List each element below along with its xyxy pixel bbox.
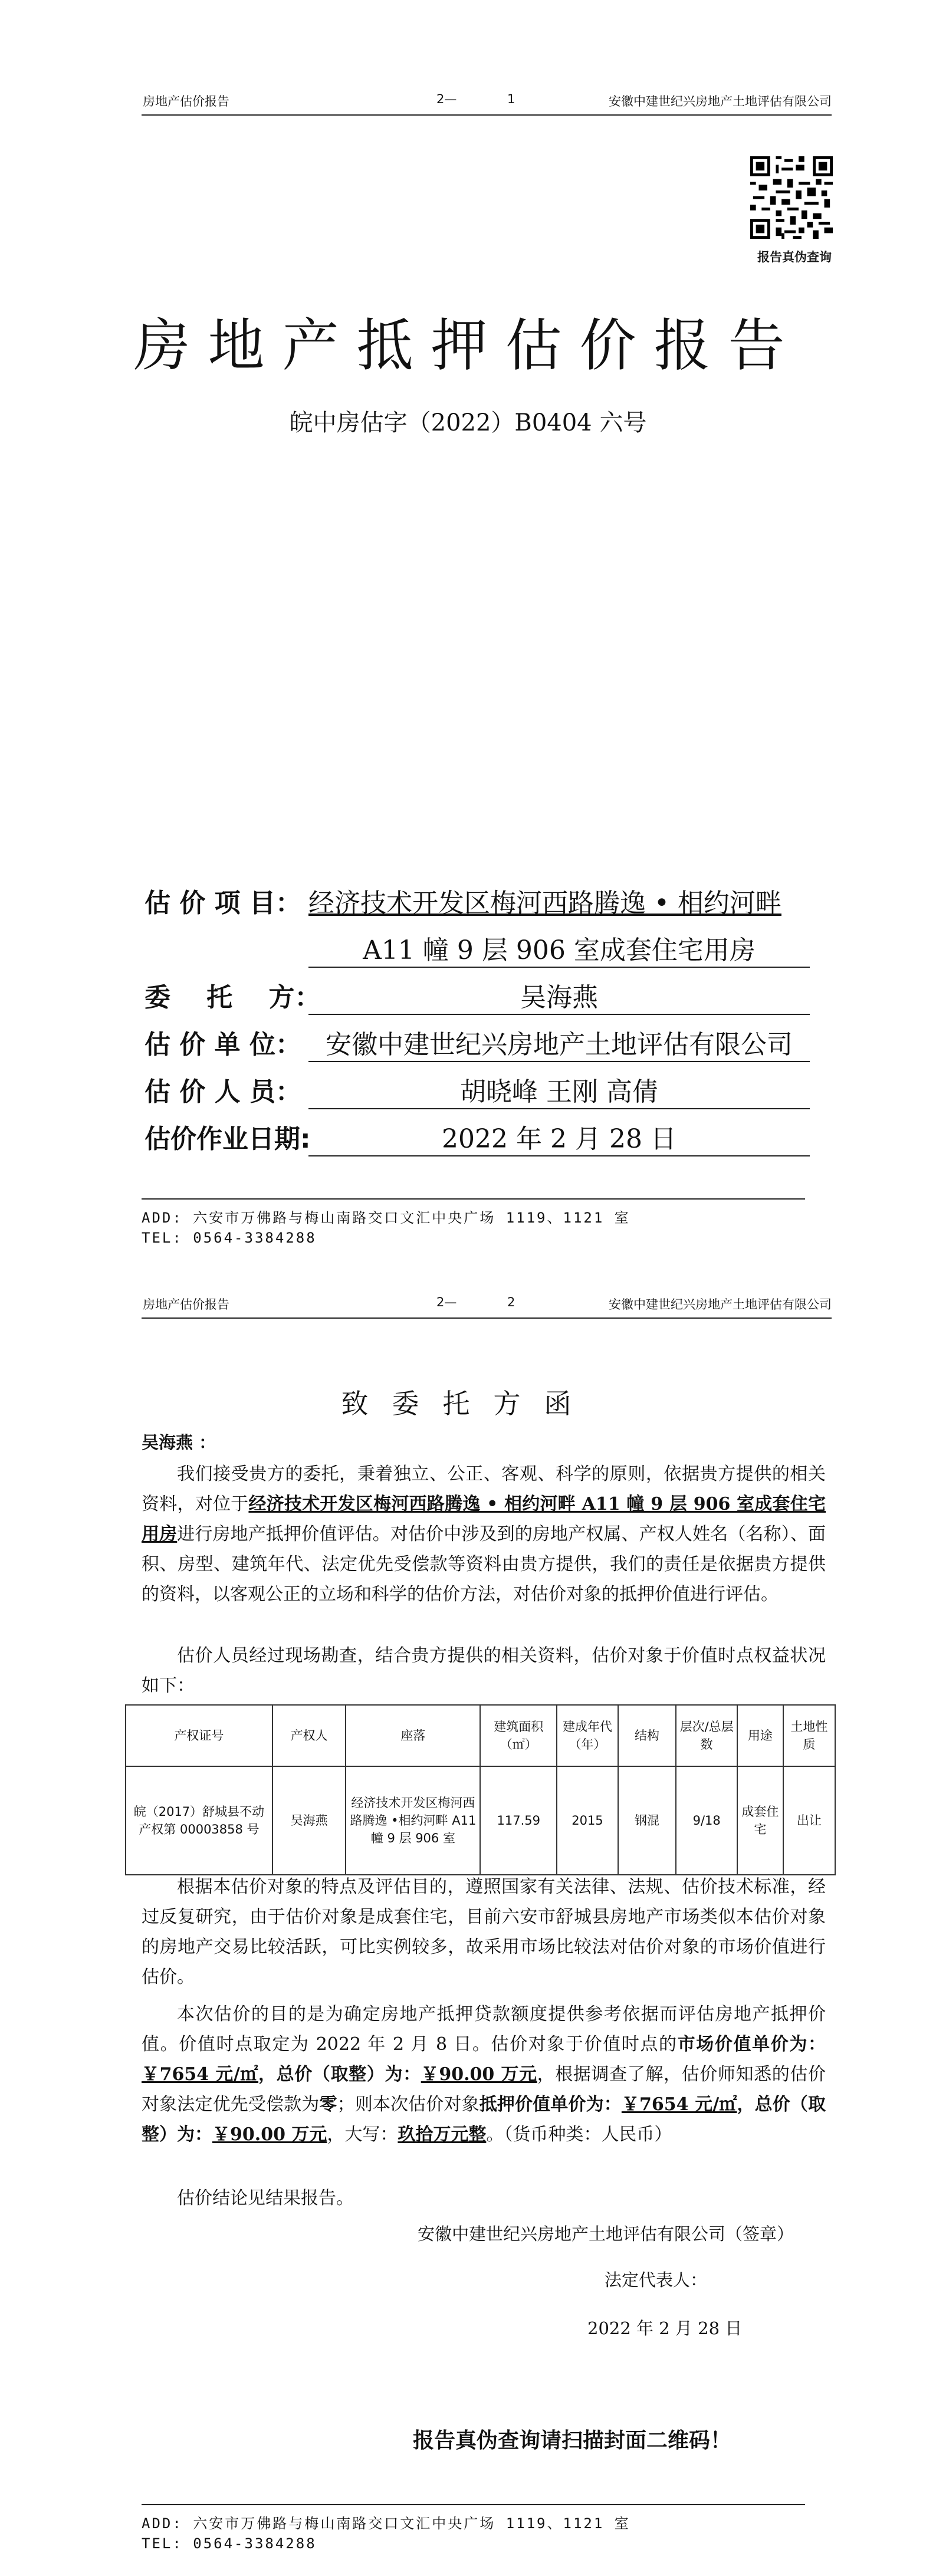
footer-tel: TEL: 0564-3384288 xyxy=(142,2535,317,2552)
info-value: 安徽中建世纪兴房地产土地评估有限公司 xyxy=(308,1023,810,1062)
report-title: 房地产抵押估价报告 xyxy=(133,313,803,379)
table-header-row xyxy=(126,1705,835,1766)
header-left: 房地产估价报告 xyxy=(143,94,229,109)
text: 我们接受贵方的委托，秉着独立、公正、客观、科学的原则，依据贵方提供的相关资料，对位于 xyxy=(142,1464,826,1514)
footer-address: ADD: 六安市万佛路与梅山南路交口文汇中央广场 1119、1121 室 xyxy=(142,2515,630,2532)
table-header-cell: 用途 xyxy=(737,1705,783,1766)
table-cell: 钢混 xyxy=(618,1766,676,1875)
text: 本次估价的目的是为确定房地产抵押贷款额度提供参考依据而评估房地产抵押价值。价值时点取定为 2022 年 2 月 8 日。估价对象于价值时点的 xyxy=(142,2004,826,2055)
priority-claim: 零 xyxy=(319,2094,337,2115)
info-value: 胡晓峰 王刚 高倩 xyxy=(308,1070,810,1109)
table-cell: 2015 xyxy=(557,1766,618,1875)
text: 市场价值单价为： xyxy=(677,2034,826,2055)
amount-in-words: 玖拾万元整 xyxy=(398,2124,487,2145)
document-number: 皖中房估字（2022）B0404 六号 xyxy=(289,409,647,436)
market-total-price: ￥90.00 万元 xyxy=(421,2064,537,2085)
paragraph-4 xyxy=(142,1999,826,2150)
table-header-cell: 产权人 xyxy=(272,1705,346,1766)
paragraph-3: 根据本估价对象的特点及评估目的，遵照国家有关法律、法规、估价技术标准，经过反复研究，由于估价对象是成套住宅，目前六安市舒城县房地产市场类似本估价对象的房地产交易比较活跃，可比实例较多，故采用市场比较法对估价对象的市场价值进行估价。 xyxy=(142,1877,826,1987)
header-left: 房地产估价报告 xyxy=(143,1297,229,1312)
info-value: 2022 年 2 月 28 日 xyxy=(308,1118,810,1156)
table-header-cell: 层次/总层数 xyxy=(676,1705,737,1766)
table-cell: 117.59 xyxy=(480,1766,557,1875)
paragraph-1 xyxy=(142,1459,826,1609)
text: 进行房地产抵押价值评估。对估价中涉及到的房地产权属、产权人姓名（名称）、面积、房型、建筑年代、法定优先受偿款等资料由贵方提供，我们的责任是依据贵方提供的资料，以客观公正的立场和科学的估价方法，对估价对象的抵押价值进行评估。 xyxy=(142,1524,826,1605)
info-label: 估价作业日期: xyxy=(144,1124,311,1154)
header-mid: 2— xyxy=(436,1295,457,1309)
addressee: 吴海燕 ： xyxy=(142,1432,216,1453)
page-footer xyxy=(142,2504,805,2554)
header-right: 安徽中建世纪兴房地产土地评估有限公司 xyxy=(609,94,832,109)
running-header xyxy=(142,88,832,116)
text: ，总价（取整）为： xyxy=(258,2064,421,2085)
table-cell: 皖（2017）舒城县不动产权第 00003858 号 xyxy=(126,1766,272,1875)
paragraph-2: 估价人员经过现场勘查，结合贵方提供的相关资料，估价对象于价值时点权益状况如下： xyxy=(142,1645,826,1696)
info-value: 吴海燕 xyxy=(308,976,810,1015)
footer-tel: TEL: 0564-3384288 xyxy=(142,1230,317,1246)
info-label: 估 价 项 目： xyxy=(144,888,301,918)
footer-address: ADD: 六安市万佛路与梅山南路交口文汇中央广场 1119、1121 室 xyxy=(142,1210,630,1226)
table-header-cell: 土地性质 xyxy=(783,1705,835,1766)
text: ；则本次估价对象 xyxy=(337,2094,480,2115)
info-value: 经济技术开发区梅河西路腾逸 • 相约河畔 xyxy=(308,888,781,918)
signature-date: 2022 年 2 月 28 日 xyxy=(587,2318,743,2338)
letter-title: 致委托方函 xyxy=(341,1388,595,1420)
info-label: 委 托 方： xyxy=(144,983,321,1013)
mortgage-total-price: ￥90.00 万元 xyxy=(212,2124,327,2145)
market-unit-price: ￥7654 元/㎡ xyxy=(142,2064,259,2085)
property-table xyxy=(125,1704,836,1875)
page-footer xyxy=(142,1198,805,1248)
verification-notice: 报告真伪查询请扫描封面二维码！ xyxy=(413,2428,732,2453)
signature-company: 安徽中建世纪兴房地产土地评估有限公司（签章） xyxy=(418,2224,794,2244)
property-address: 经济技术开发区梅河西路腾逸 • 相约河畔 A11 幢 9 层 906 室成套住宅用房 xyxy=(142,1494,826,1545)
table-cell: 成套住宅 xyxy=(737,1766,783,1875)
running-header xyxy=(142,1292,832,1319)
mortgage-unit-price: ￥7654 元/㎡ xyxy=(621,2094,737,2115)
text: ，根据调查了解，估价师知悉的估价对象法定优先受偿款为 xyxy=(142,2064,826,2115)
info-label: 估 价 单 位： xyxy=(144,1030,301,1060)
signature-representative: 法定代表人： xyxy=(605,2270,708,2290)
table-header-cell: 产权证号 xyxy=(126,1705,272,1766)
text: 抵押价值单价为： xyxy=(479,2094,622,2115)
table-row xyxy=(126,1766,835,1875)
table-header-cell: 建成年代（年） xyxy=(557,1705,618,1766)
letter-page xyxy=(0,1288,936,2576)
text: ，大写： xyxy=(327,2124,398,2145)
info-value: A11 幢 9 层 906 室成套住宅用房 xyxy=(308,929,810,968)
header-page-number: 2 xyxy=(507,1295,515,1309)
header-mid: 2— xyxy=(436,92,457,106)
table-cell: 吴海燕 xyxy=(272,1766,346,1875)
table-cell: 出让 xyxy=(783,1766,835,1875)
text: 。（货币种类：人民币） xyxy=(486,2124,672,2145)
header-page-number: 1 xyxy=(507,92,515,106)
table-header-cell: 座落 xyxy=(346,1705,480,1766)
table-header-cell: 结构 xyxy=(618,1705,676,1766)
header-right: 安徽中建世纪兴房地产土地评估有限公司 xyxy=(609,1297,832,1312)
table-cell: 经济技术开发区梅河西路腾逸 •相约河畔 A11 幢 9 层 906 室 xyxy=(346,1766,480,1875)
info-label: 估 价 人 员： xyxy=(144,1077,301,1107)
table-cell: 9/18 xyxy=(676,1766,737,1875)
text: ，总价（取整）为： xyxy=(142,2094,826,2145)
table-header-cell: 建筑面积（㎡） xyxy=(480,1705,557,1766)
paragraph-5: 估价结论见结果报告。 xyxy=(177,2188,354,2209)
qr-caption: 报告真伪查询 xyxy=(757,250,832,264)
qr-code-icon[interactable] xyxy=(750,156,833,239)
